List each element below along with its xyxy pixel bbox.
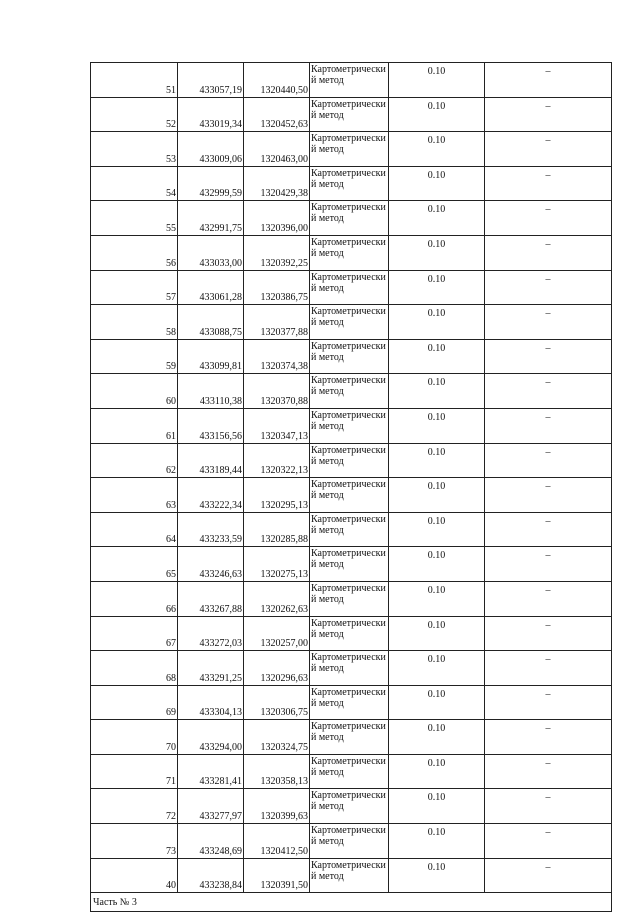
x-coordinate-cell: 433057,19 [178, 63, 244, 98]
x-coordinate-cell: 433189,44 [178, 443, 244, 478]
accuracy-cell: 0.10 [389, 339, 485, 374]
point-number-cell: 65 [91, 547, 178, 582]
description-cell: – [485, 478, 612, 513]
table-row [91, 547, 612, 582]
accuracy-cell: 0.10 [389, 305, 485, 340]
method-cell: Картометрический метод [310, 374, 389, 409]
accuracy-cell: 0.10 [389, 581, 485, 616]
point-number-cell: 63 [91, 478, 178, 513]
method-cell: Картометрический метод [310, 581, 389, 616]
point-number-cell: 61 [91, 408, 178, 443]
method-cell: Картометрический метод [310, 201, 389, 236]
method-cell: Картометрический метод [310, 547, 389, 582]
point-number-cell: 56 [91, 235, 178, 270]
accuracy-cell: 0.10 [389, 685, 485, 720]
table-row [91, 132, 612, 167]
accuracy-cell: 0.10 [389, 235, 485, 270]
point-number-cell: 60 [91, 374, 178, 409]
x-coordinate-cell: 433304,13 [178, 685, 244, 720]
x-coordinate-cell: 433019,34 [178, 97, 244, 132]
description-cell: – [485, 443, 612, 478]
description-cell: – [485, 685, 612, 720]
method-cell: Картометрический метод [310, 651, 389, 686]
method-cell: Картометрический метод [310, 305, 389, 340]
point-number-cell: 68 [91, 651, 178, 686]
method-cell: Картометрический метод [310, 132, 389, 167]
x-coordinate-cell: 433246,63 [178, 547, 244, 582]
y-coordinate-cell: 1320392,25 [244, 235, 310, 270]
method-cell: Картометрический метод [310, 754, 389, 789]
accuracy-cell: 0.10 [389, 63, 485, 98]
method-cell: Картометрический метод [310, 616, 389, 651]
x-coordinate-cell: 433110,38 [178, 374, 244, 409]
x-coordinate-cell: 432991,75 [178, 201, 244, 236]
table-footer-row [91, 893, 612, 912]
y-coordinate-cell: 1320440,50 [244, 63, 310, 98]
method-cell: Картометрический метод [310, 166, 389, 201]
method-cell: Картометрический метод [310, 270, 389, 305]
method-cell: Картометрический метод [310, 685, 389, 720]
x-coordinate-cell: 433009,06 [178, 132, 244, 167]
table-row [91, 339, 612, 374]
point-number-cell: 52 [91, 97, 178, 132]
table-row [91, 789, 612, 824]
x-coordinate-cell: 432999,59 [178, 166, 244, 201]
x-coordinate-cell: 433238,84 [178, 858, 244, 893]
method-cell: Картометрический метод [310, 478, 389, 513]
description-cell: – [485, 63, 612, 98]
description-cell: – [485, 408, 612, 443]
table-row [91, 166, 612, 201]
table-row [91, 201, 612, 236]
table-row [91, 305, 612, 340]
y-coordinate-cell: 1320285,88 [244, 512, 310, 547]
y-coordinate-cell: 1320296,63 [244, 651, 310, 686]
description-cell: – [485, 754, 612, 789]
x-coordinate-cell: 433061,28 [178, 270, 244, 305]
x-coordinate-cell: 433156,56 [178, 408, 244, 443]
coordinates-table-page [90, 62, 611, 912]
x-coordinate-cell: 433233,59 [178, 512, 244, 547]
y-coordinate-cell: 1320374,38 [244, 339, 310, 374]
description-cell: – [485, 616, 612, 651]
accuracy-cell: 0.10 [389, 858, 485, 893]
y-coordinate-cell: 1320452,63 [244, 97, 310, 132]
point-number-cell: 58 [91, 305, 178, 340]
y-coordinate-cell: 1320391,50 [244, 858, 310, 893]
description-cell: – [485, 374, 612, 409]
y-coordinate-cell: 1320377,88 [244, 305, 310, 340]
point-number-cell: 67 [91, 616, 178, 651]
description-cell: – [485, 789, 612, 824]
point-number-cell: 59 [91, 339, 178, 374]
description-cell: – [485, 166, 612, 201]
accuracy-cell: 0.10 [389, 443, 485, 478]
accuracy-cell: 0.10 [389, 512, 485, 547]
accuracy-cell: 0.10 [389, 616, 485, 651]
y-coordinate-cell: 1320262,63 [244, 581, 310, 616]
x-coordinate-cell: 433277,97 [178, 789, 244, 824]
point-number-cell: 73 [91, 824, 178, 859]
y-coordinate-cell: 1320306,75 [244, 685, 310, 720]
x-coordinate-cell: 433088,75 [178, 305, 244, 340]
x-coordinate-cell: 433099,81 [178, 339, 244, 374]
accuracy-cell: 0.10 [389, 754, 485, 789]
x-coordinate-cell: 433248,69 [178, 824, 244, 859]
table-row [91, 63, 612, 98]
method-cell: Картометрический метод [310, 858, 389, 893]
table-row [91, 235, 612, 270]
method-cell: Картометрический метод [310, 512, 389, 547]
x-coordinate-cell: 433281,41 [178, 754, 244, 789]
method-cell: Картометрический метод [310, 339, 389, 374]
y-coordinate-cell: 1320396,00 [244, 201, 310, 236]
description-cell: – [485, 132, 612, 167]
method-cell: Картометрический метод [310, 720, 389, 755]
description-cell: – [485, 201, 612, 236]
x-coordinate-cell: 433294,00 [178, 720, 244, 755]
description-cell: – [485, 512, 612, 547]
accuracy-cell: 0.10 [389, 824, 485, 859]
y-coordinate-cell: 1320275,13 [244, 547, 310, 582]
y-coordinate-cell: 1320399,63 [244, 789, 310, 824]
table-row [91, 651, 612, 686]
point-number-cell: 40 [91, 858, 178, 893]
point-number-cell: 72 [91, 789, 178, 824]
description-cell: – [485, 824, 612, 859]
y-coordinate-cell: 1320429,38 [244, 166, 310, 201]
point-number-cell: 70 [91, 720, 178, 755]
x-coordinate-cell: 433267,88 [178, 581, 244, 616]
point-number-cell: 57 [91, 270, 178, 305]
table-row [91, 754, 612, 789]
point-number-cell: 69 [91, 685, 178, 720]
accuracy-cell: 0.10 [389, 408, 485, 443]
table-row [91, 270, 612, 305]
y-coordinate-cell: 1320324,75 [244, 720, 310, 755]
accuracy-cell: 0.10 [389, 132, 485, 167]
point-number-cell: 53 [91, 132, 178, 167]
description-cell: – [485, 339, 612, 374]
method-cell: Картометрический метод [310, 443, 389, 478]
table-row [91, 858, 612, 893]
point-number-cell: 64 [91, 512, 178, 547]
accuracy-cell: 0.10 [389, 374, 485, 409]
description-cell: – [485, 305, 612, 340]
table-row [91, 616, 612, 651]
accuracy-cell: 0.10 [389, 270, 485, 305]
y-coordinate-cell: 1320347,13 [244, 408, 310, 443]
point-number-cell: 66 [91, 581, 178, 616]
method-cell: Картометрический метод [310, 789, 389, 824]
y-coordinate-cell: 1320412,50 [244, 824, 310, 859]
method-cell: Картометрический метод [310, 235, 389, 270]
description-cell: – [485, 858, 612, 893]
coordinates-table [90, 62, 612, 912]
description-cell: – [485, 235, 612, 270]
point-number-cell: 71 [91, 754, 178, 789]
description-cell: – [485, 581, 612, 616]
point-number-cell: 54 [91, 166, 178, 201]
description-cell: – [485, 651, 612, 686]
y-coordinate-cell: 1320370,88 [244, 374, 310, 409]
x-coordinate-cell: 433033,00 [178, 235, 244, 270]
description-cell: – [485, 720, 612, 755]
method-cell: Картометрический метод [310, 408, 389, 443]
table-row [91, 685, 612, 720]
accuracy-cell: 0.10 [389, 547, 485, 582]
y-coordinate-cell: 1320463,00 [244, 132, 310, 167]
x-coordinate-cell: 433272,03 [178, 616, 244, 651]
table-row [91, 824, 612, 859]
table-row [91, 512, 612, 547]
point-number-cell: 62 [91, 443, 178, 478]
accuracy-cell: 0.10 [389, 789, 485, 824]
table-row [91, 408, 612, 443]
accuracy-cell: 0.10 [389, 651, 485, 686]
table-row [91, 720, 612, 755]
point-number-cell: 51 [91, 63, 178, 98]
accuracy-cell: 0.10 [389, 201, 485, 236]
description-cell: – [485, 97, 612, 132]
table-row [91, 97, 612, 132]
method-cell: Картометрический метод [310, 63, 389, 98]
y-coordinate-cell: 1320322,13 [244, 443, 310, 478]
point-number-cell: 55 [91, 201, 178, 236]
y-coordinate-cell: 1320295,13 [244, 478, 310, 513]
description-cell: – [485, 547, 612, 582]
x-coordinate-cell: 433291,25 [178, 651, 244, 686]
x-coordinate-cell: 433222,34 [178, 478, 244, 513]
description-cell: – [485, 270, 612, 305]
accuracy-cell: 0.10 [389, 166, 485, 201]
table-row [91, 374, 612, 409]
table-row [91, 581, 612, 616]
table-row [91, 443, 612, 478]
method-cell: Картометрический метод [310, 824, 389, 859]
y-coordinate-cell: 1320386,75 [244, 270, 310, 305]
method-cell: Картометрический метод [310, 97, 389, 132]
accuracy-cell: 0.10 [389, 97, 485, 132]
part-label: Часть № 3 [91, 893, 612, 912]
y-coordinate-cell: 1320358,13 [244, 754, 310, 789]
accuracy-cell: 0.10 [389, 478, 485, 513]
accuracy-cell: 0.10 [389, 720, 485, 755]
table-row [91, 478, 612, 513]
y-coordinate-cell: 1320257,00 [244, 616, 310, 651]
